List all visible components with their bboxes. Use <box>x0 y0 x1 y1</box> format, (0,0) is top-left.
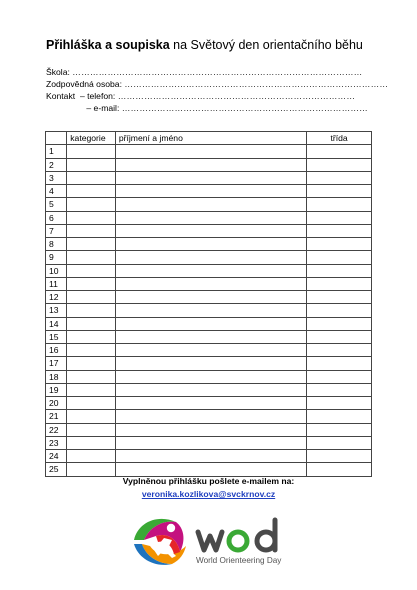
category-cell[interactable] <box>67 238 116 251</box>
row-number: 25 <box>46 463 67 476</box>
table-row <box>46 330 372 343</box>
class-cell[interactable] <box>307 264 372 277</box>
table-row <box>46 277 372 290</box>
contact-label: Kontakt <box>46 91 76 101</box>
name-cell[interactable] <box>115 370 306 383</box>
email-label: – e-mail: <box>86 103 120 113</box>
class-cell[interactable] <box>307 383 372 396</box>
table-row <box>46 410 372 423</box>
row-number: 18 <box>46 370 67 383</box>
name-cell[interactable] <box>115 383 306 396</box>
school-dots: ……………………………………………………………………………………… <box>72 67 363 77</box>
class-cell[interactable] <box>307 291 372 304</box>
name-cell[interactable] <box>115 397 306 410</box>
table-row <box>46 145 372 158</box>
table-row <box>46 436 372 449</box>
table-row <box>46 158 372 171</box>
responsible-label: Zodpovědná osoba: <box>46 79 122 89</box>
email-dots: ………………………………………………………………………… <box>121 103 368 113</box>
title-rest: na Světový den orientačního běhu <box>169 38 363 52</box>
class-cell[interactable] <box>307 436 372 449</box>
name-cell[interactable] <box>115 198 306 211</box>
category-cell[interactable] <box>67 423 116 436</box>
table-header-row <box>46 132 372 145</box>
category-cell[interactable] <box>67 277 116 290</box>
name-cell[interactable] <box>115 158 306 171</box>
class-cell[interactable] <box>307 238 372 251</box>
category-cell[interactable] <box>67 330 116 343</box>
class-cell[interactable] <box>307 304 372 317</box>
category-cell[interactable] <box>67 383 116 396</box>
row-number: 8 <box>46 238 67 251</box>
table-row <box>46 211 372 224</box>
class-cell[interactable] <box>307 185 372 198</box>
table-row <box>46 450 372 463</box>
class-cell[interactable] <box>307 330 372 343</box>
category-cell[interactable] <box>67 450 116 463</box>
phone-label: – telefon: <box>79 91 116 101</box>
row-number: 3 <box>46 171 67 184</box>
table-row <box>46 185 372 198</box>
class-cell[interactable] <box>307 370 372 383</box>
table-row <box>46 423 372 436</box>
name-cell[interactable] <box>115 264 306 277</box>
row-number: 1 <box>46 145 67 158</box>
category-cell[interactable] <box>67 145 116 158</box>
name-cell[interactable] <box>115 463 306 476</box>
category-cell[interactable] <box>67 410 116 423</box>
class-cell[interactable] <box>307 397 372 410</box>
category-cell[interactable] <box>67 317 116 330</box>
category-cell[interactable] <box>67 304 116 317</box>
category-cell[interactable] <box>67 211 116 224</box>
category-cell[interactable] <box>67 198 116 211</box>
category-cell[interactable] <box>67 171 116 184</box>
class-cell[interactable] <box>307 463 372 476</box>
class-cell[interactable] <box>307 158 372 171</box>
row-number: 10 <box>46 264 67 277</box>
row-number: 15 <box>46 330 67 343</box>
responsible-field[interactable] <box>46 78 388 90</box>
email-field[interactable] <box>46 102 388 114</box>
name-cell[interactable] <box>115 277 306 290</box>
roster-table <box>45 131 372 477</box>
title-bold: Přihláška a soupiska <box>46 38 170 52</box>
category-cell[interactable] <box>67 463 116 476</box>
name-cell[interactable] <box>115 185 306 198</box>
class-cell[interactable] <box>307 423 372 436</box>
name-cell[interactable] <box>115 304 306 317</box>
category-cell[interactable] <box>67 224 116 237</box>
class-cell[interactable] <box>307 317 372 330</box>
row-number: 9 <box>46 251 67 264</box>
class-cell[interactable] <box>307 410 372 423</box>
header-num <box>46 132 67 145</box>
name-cell[interactable] <box>115 330 306 343</box>
table-row <box>46 357 372 370</box>
category-cell[interactable] <box>67 436 116 449</box>
table-row <box>46 291 372 304</box>
category-cell[interactable] <box>67 251 116 264</box>
row-number: 16 <box>46 344 67 357</box>
class-cell[interactable] <box>307 171 372 184</box>
row-number: 14 <box>46 317 67 330</box>
category-cell[interactable] <box>67 264 116 277</box>
class-cell[interactable] <box>307 198 372 211</box>
responsible-dots: ……………………………………………………………………………… <box>124 79 389 89</box>
row-number: 19 <box>46 383 67 396</box>
table-row <box>46 171 372 184</box>
class-cell[interactable] <box>307 251 372 264</box>
phone-field[interactable] <box>46 90 388 102</box>
name-cell[interactable] <box>115 410 306 423</box>
row-number: 2 <box>46 158 67 171</box>
table-row <box>46 304 372 317</box>
table-row <box>46 317 372 330</box>
table-row <box>46 344 372 357</box>
name-cell[interactable] <box>115 224 306 237</box>
name-cell[interactable] <box>115 344 306 357</box>
table-row <box>46 383 372 396</box>
category-cell[interactable] <box>67 357 116 370</box>
name-cell[interactable] <box>115 357 306 370</box>
row-number: 22 <box>46 423 67 436</box>
name-cell[interactable] <box>115 238 306 251</box>
table-row <box>46 264 372 277</box>
wod-wordmark <box>198 520 275 550</box>
row-number: 12 <box>46 291 67 304</box>
table-row <box>46 370 372 383</box>
category-cell[interactable] <box>67 370 116 383</box>
page-title <box>46 38 406 52</box>
name-cell[interactable] <box>115 291 306 304</box>
table-row <box>46 397 372 410</box>
row-number: 17 <box>46 357 67 370</box>
table-row <box>46 238 372 251</box>
name-cell[interactable] <box>115 423 306 436</box>
name-cell[interactable] <box>115 211 306 224</box>
row-number: 13 <box>46 304 67 317</box>
header-category: kategorie <box>67 132 116 145</box>
table-row <box>46 463 372 476</box>
row-number: 20 <box>46 397 67 410</box>
category-cell[interactable] <box>67 397 116 410</box>
row-number: 4 <box>46 185 67 198</box>
row-number: 23 <box>46 436 67 449</box>
footer-instruction: Vyplněnou přihlášku pošlete e-mailem na: <box>122 476 295 486</box>
class-cell[interactable] <box>307 277 372 290</box>
category-cell[interactable] <box>67 185 116 198</box>
row-number: 11 <box>46 277 67 290</box>
footer <box>0 475 417 501</box>
school-label: Škola: <box>46 67 70 77</box>
class-cell[interactable] <box>307 344 372 357</box>
row-number: 7 <box>46 224 67 237</box>
name-cell[interactable] <box>115 171 306 184</box>
class-cell[interactable] <box>307 450 372 463</box>
form-fields <box>46 66 388 114</box>
name-cell[interactable] <box>115 251 306 264</box>
header-name: příjmení a jméno <box>115 132 306 145</box>
logo-caption: World Orienteering Day <box>196 556 282 565</box>
class-cell[interactable] <box>307 224 372 237</box>
category-cell[interactable] <box>67 291 116 304</box>
category-cell[interactable] <box>67 158 116 171</box>
name-cell[interactable] <box>115 436 306 449</box>
phone-dots: ……………………………………………………………………… <box>117 91 356 101</box>
name-cell[interactable] <box>115 145 306 158</box>
header-class: třída <box>307 132 372 145</box>
row-number: 5 <box>46 198 67 211</box>
name-cell[interactable] <box>115 317 306 330</box>
row-number: 6 <box>46 211 67 224</box>
category-cell[interactable] <box>67 344 116 357</box>
row-number: 24 <box>46 450 67 463</box>
footer-email-link[interactable]: veronika.kozlikova@svckrnov.cz <box>141 489 276 499</box>
class-cell[interactable] <box>307 211 372 224</box>
table-row <box>46 251 372 264</box>
wod-emblem-icon <box>134 519 186 565</box>
class-cell[interactable] <box>307 357 372 370</box>
school-field[interactable] <box>46 66 388 78</box>
table-row <box>46 224 372 237</box>
row-number: 21 <box>46 410 67 423</box>
class-cell[interactable] <box>307 145 372 158</box>
name-cell[interactable] <box>115 450 306 463</box>
table-row <box>46 198 372 211</box>
